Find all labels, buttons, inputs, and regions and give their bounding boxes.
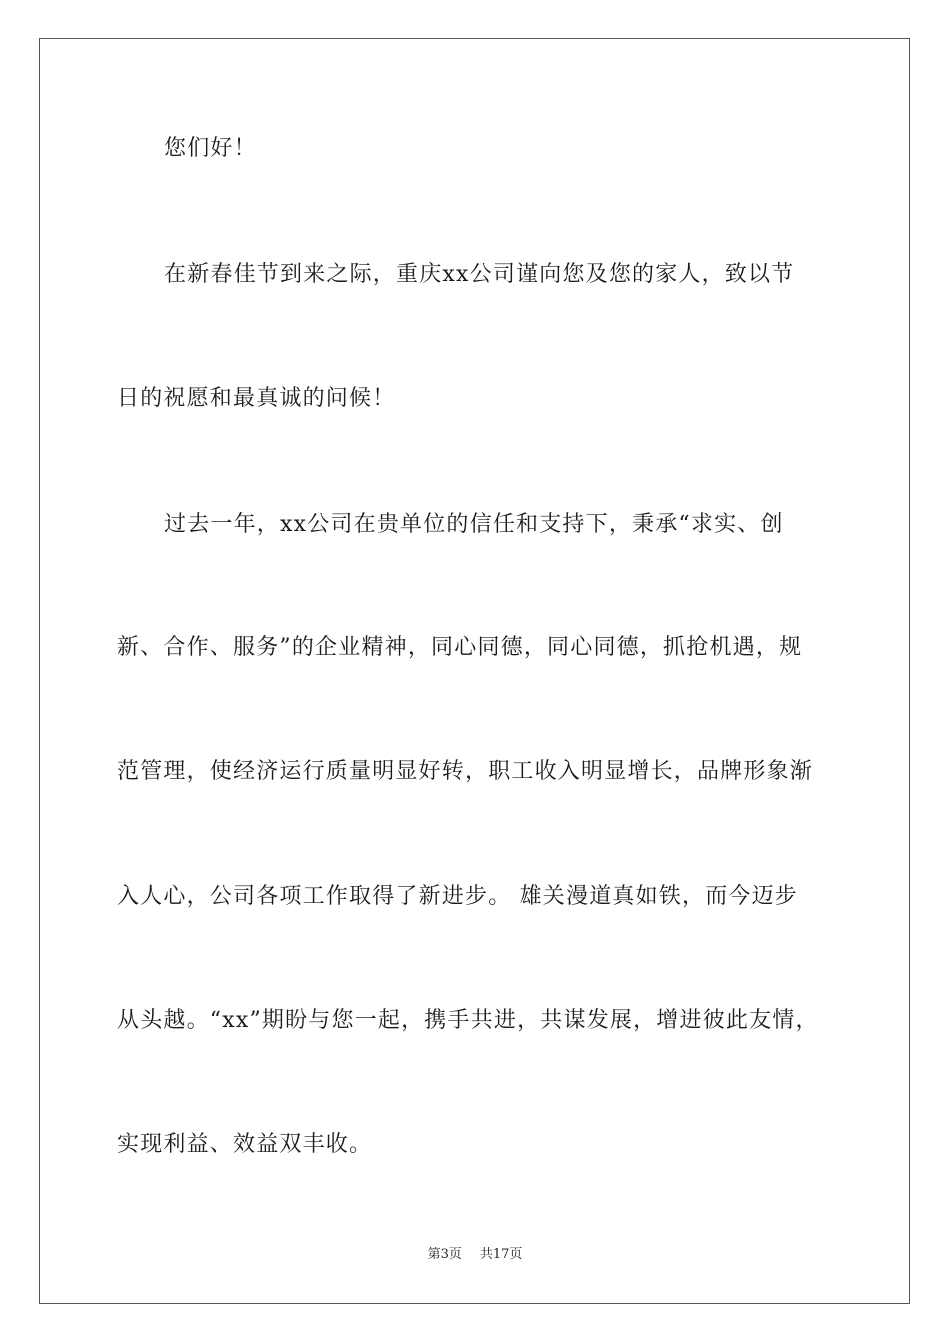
page-total: 共17页 (479, 1247, 523, 1262)
page-border (39, 38, 910, 1304)
paragraph-2-line-6: 实现利益、效益双丰收。 (117, 1132, 373, 1157)
page-number: 第3页 (427, 1247, 462, 1262)
paragraph-2-line-4: 入人心，公司各项工作取得了新进步。 雄关漫道真如铁，而今迈步 (117, 884, 798, 909)
paragraph-2-line-1: 过去一年，xx公司在贵单位的信任和支持下，秉承“求实、创 (164, 512, 784, 537)
paragraph-2-line-2: 新、合作、服务”的企业精神，同心同德，同心同德，抓抢机遇，规 (117, 635, 803, 660)
paragraph-2-line-5: 从头越。“xx”期盼与您一起，携手共进，共谋发展，增进彼此友情， (117, 1008, 819, 1033)
page-footer (0, 1247, 950, 1263)
paragraph-1-line-2: 日的祝愿和最真诚的问候！ (117, 386, 396, 411)
paragraph-2-line-3: 范管理，使经济运行质量明显好转，职工收入明显增长，品牌形象渐 (117, 759, 814, 784)
greeting-line: 您们好！ (164, 136, 257, 161)
paragraph-1-line-1: 在新春佳节到来之际，重庆xx公司谨向您及您的家人，致以节 (164, 262, 795, 287)
